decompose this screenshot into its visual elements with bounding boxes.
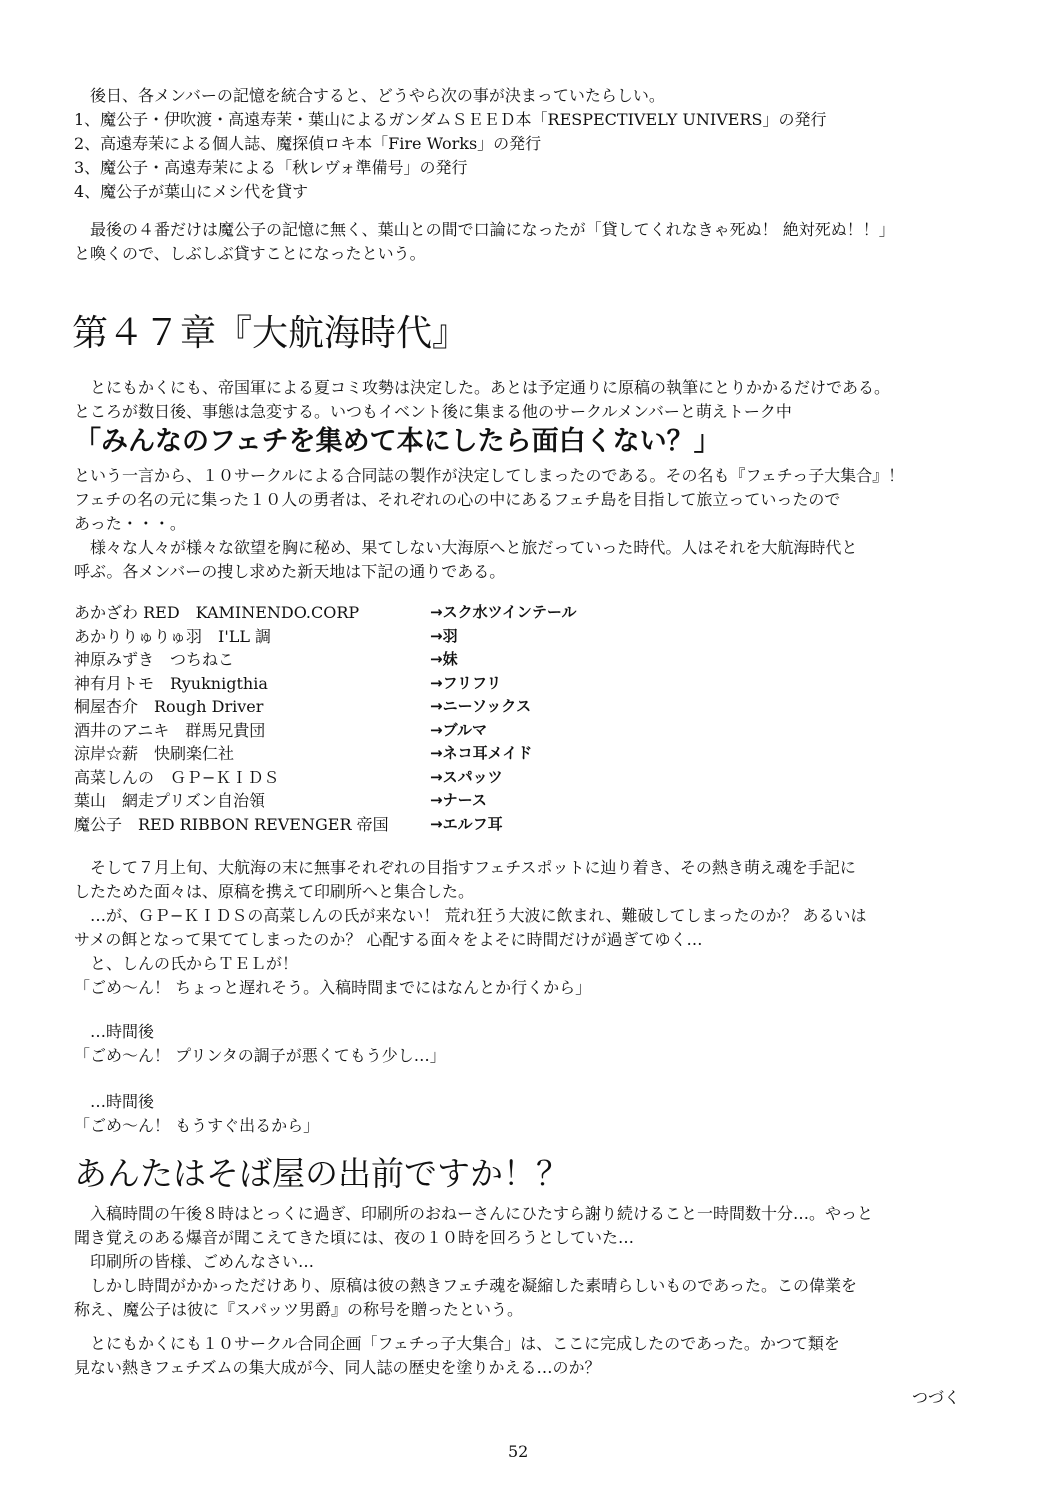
member-name: 桐屋杏介 Rough Driver — [74, 697, 264, 717]
paragraph-line: 聞き覚えのある爆音が聞こえてきた頃には、夜の１０時を回ろうとしていた… — [74, 1228, 635, 1247]
fetish-target: →ニーソックス — [430, 697, 532, 716]
member-name: 神有月トモ Ryuknigthia — [74, 673, 268, 693]
paragraph-line: フェチの名の元に集った１０人の勇者は、それぞれの心の中にあるフェチ島を目指して旅立っていったので — [74, 490, 841, 509]
fetish-target: →ネコ耳メイド — [430, 744, 533, 763]
paragraph-line: 様々な人々が様々な欲望を胸に秘め、果てしない大海原へと旅だっていった時代。人はそれを大航海時代と — [90, 538, 858, 557]
paragraph-line: したためた面々は、原稿を携えて印刷所へと集合した。 — [74, 882, 475, 901]
list-item — [74, 765, 577, 789]
member-name: 葉山 網走プリズン自治領 — [74, 791, 266, 811]
paragraph-line: …が、ＧＰ−ＫＩＤＳの高菜しんの氏が来ない！ 荒れ狂う大波に飲まれ、難破してしまったのか？ あるいは — [90, 906, 867, 925]
chapter-continuation — [74, 464, 994, 584]
list-item — [74, 812, 577, 836]
fetish-target: →エルフ耳 — [430, 814, 503, 833]
list-item — [74, 788, 577, 812]
fetish-target: →妹 — [430, 650, 458, 669]
ending-section — [74, 1202, 994, 1322]
paragraph-line: とにもかくにも１０サークル合同企画「フェチっ子大集合」は、ここに完成したのであった。かつて類を — [90, 1334, 840, 1353]
story-section — [74, 856, 994, 1000]
member-name: 魔公子 RED RIBBON REVENGER 帝国 — [74, 814, 389, 834]
chapter-title: 第４７章『大航海時代』 — [72, 313, 469, 354]
dialogue-line: 「ごめ〜ん！ ちょっと遅れそう。入稿時間までにはなんとか行くから」 — [74, 978, 592, 997]
time-skip: …時間後 — [90, 1022, 155, 1041]
member-name: 高菜しんの ＧＰ−ＫＩＤＳ — [74, 767, 280, 787]
paragraph-line: とにもかくにも、帝国軍による夏コミ攻勢は決定した。あとは予定通りに原稿の執筆にとりかかるだけである。 — [90, 378, 891, 397]
chapter-intro — [74, 376, 994, 424]
list-item — [74, 718, 577, 742]
dialogue-line: 「ごめ〜ん！ もうすぐ出るから」 — [74, 1116, 320, 1135]
fetish-target: →フリフリ — [430, 673, 502, 692]
list-item — [74, 671, 577, 695]
paragraph-line: 最後の４番だけは魔公子の記憶に無く、葉山との間で口論になったが「貸してくれなきゃ死ぬ！ 絶対死ぬ！！」 — [90, 220, 895, 239]
intro-item: 4、魔公子が葉山にメシ代を貸す — [74, 182, 309, 201]
paragraph-line: という一言から、１０サークルによる合同誌の製作が決定してしまったのである。その名も『フェチっ子大集合』！ — [74, 466, 905, 485]
paragraph-line: と喚くので、しぶしぶ貸すことになったという。 — [74, 244, 426, 263]
intro-item: 2、高遠寿茉による個人誌、魔探偵ロキ本「Fire Works」の発行 — [74, 134, 542, 153]
fetish-target: →スク水ツインテール — [430, 603, 577, 622]
final-section — [74, 1332, 994, 1380]
member-fetish-list — [74, 600, 577, 835]
intro-item: 3、魔公子・高遠寿茉による「秋レヴォ準備号」の発行 — [74, 158, 468, 177]
paragraph-line: 印刷所の皆様、ごめんなさい… — [90, 1252, 315, 1271]
to-be-continued: つづく — [912, 1388, 961, 1407]
member-name: 神原みずき つちねこ — [74, 650, 235, 670]
fetish-target: →ナース — [430, 791, 487, 810]
paragraph-line: ところが数日後、事態は急変する。いつもイベント後に集まる他のサークルメンバーと萌えトーク中 — [74, 402, 792, 421]
list-item — [74, 741, 577, 765]
fetish-target: →羽 — [430, 626, 458, 645]
list-item — [74, 694, 577, 718]
intro-section — [74, 84, 994, 204]
paragraph-line: 見ない熱きフェチズムの集大成が今、同人誌の歴史を塗りかえる…のか？ — [74, 1358, 601, 1377]
paragraph-line: そして７月上旬、大航海の末に無事それぞれの目指すフェチスポットに辿り着き、その熱き萌え魂を手記に — [90, 858, 856, 877]
paragraph-line: と、しんの氏からＴＥＬが！ — [90, 954, 299, 973]
intro-note — [74, 218, 994, 266]
dialogue-line: 「ごめ〜ん！ プリンタの調子が悪くてもう少し…」 — [74, 1046, 446, 1065]
paragraph-line: 入稿時間の午後８時はとっくに過ぎ、印刷所のおねーさんにひたすら謝り続けること一時間数十分…。やっと — [90, 1204, 874, 1223]
intro-item: 1、魔公子・伊吹渡・高遠寿茉・葉山によるガンダムＳＥＥＤ本「RESPECTIVELY UNIVERS」の発行 — [74, 110, 827, 129]
page-number: 52 — [508, 1442, 529, 1461]
list-item — [74, 600, 577, 624]
list-item — [74, 647, 577, 671]
big-shout-heading: あんたはそば屋の出前ですか！？ — [74, 1154, 569, 1193]
member-name: 酒井のアニキ 群馬兄貴団 — [74, 720, 266, 740]
paragraph-line: あった・・・。 — [74, 514, 186, 533]
paragraph-line: しかし時間がかかっただけあり、原稿は彼の熱きフェチ魂を凝縮した素晴らしいものであった。この偉業を — [90, 1276, 858, 1295]
list-item — [74, 624, 577, 648]
later-block — [74, 1020, 994, 1068]
intro-lead: 後日、各メンバーの記憶を統合すると、どうやら次の事が決まっていたらしい。 — [90, 86, 665, 105]
member-name: あかざわ RED KAMINENDO.CORP — [74, 603, 360, 623]
paragraph-line: 称え、魔公子は彼に『スパッツ男爵』の称号を贈ったという。 — [74, 1300, 523, 1319]
later-block — [74, 1090, 994, 1138]
paragraph-line: 呼ぶ。各メンバーの捜し求めた新天地は下記の通りである。 — [74, 562, 506, 581]
fetish-target: →ブルマ — [430, 720, 487, 739]
member-name: あかりりゅりゅ羽 I'LL 調 — [74, 626, 272, 646]
fetish-target: →スパッツ — [430, 767, 503, 786]
member-name: 涼岸☆薪 快刷楽仁社 — [74, 744, 235, 764]
big-quote: 「みんなのフェチを集めて本にしたら面白くない？」 — [74, 426, 721, 457]
time-skip: …時間後 — [90, 1092, 155, 1111]
paragraph-line: サメの餌となって果ててしまったのか？ 心配する面々をよそに時間だけが過ぎてゆく… — [74, 930, 703, 949]
